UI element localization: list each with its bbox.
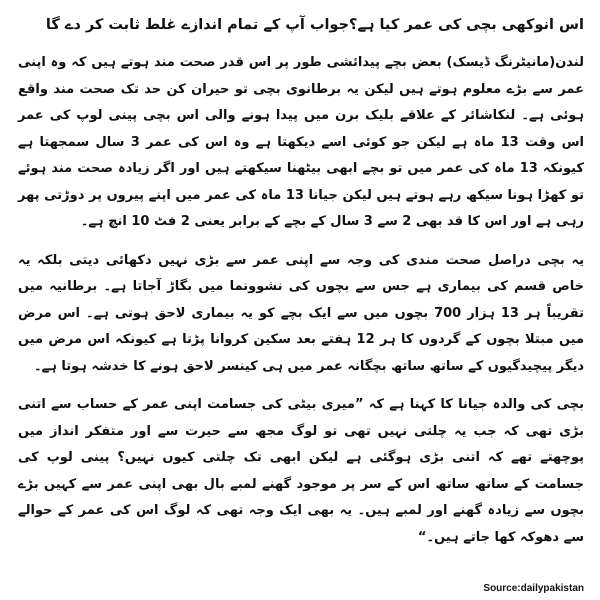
article-paragraph-1: لندن(مانیٹرنگ ڈیسک) بعض بچے پیدائشی طور پر اس قدر صحت مند ہوتے ہیں کہ وہ اپنی عمر سے بڑے معلوم ہوتے ہیں لیکن یہ برطانوی بچی تو حیران کن حد تک صحت مند واقع ہوئی ہے۔ لنکاشائر کے علاقے بلیک برن میں پیدا ہونے والی اس بچی پینی لوپ کی عمر اس وقت 13 ماہ ہے لیکن جو کوئی اسے دیکھتا ہے وہ اس کی عمر 3 سال سمجھتا ہے کیونکہ 13 ماہ کی عمر میں تو بچے ابھی بیٹھنا سیکھتے ہیں اور اگر زیادہ صحت مند ہوئے تو کھڑا ہونا سیکھ رہے ہوتے ہیں لیکن جیانا 13 ماہ کی عمر میں اپنے پیروں پر دوڑتی پھر رہی ہے اور اس کا قد بھی 2 سے 3 سال کے بچے کے برابر یعنی 2 فٹ 10 انچ ہے۔ xyxy=(18,55,584,229)
article xyxy=(18,14,584,600)
article-paragraph-2: یہ بچی دراصل صحت مندی کی وجہ سے اپنی عمر سے بڑی نہیں دکھائی دیتی بلکہ یہ خاص قسم کی بیماری ہے جس سے بچوں کی نشوونما میں بگاڑ آجاتا ہے۔ برطانیہ میں تقریباً ہر 13 ہزار 700 بچوں میں سے ایک بچے کو یہ بیماری لاحق ہوتی ہے۔ اس مرض میں مبتلا بچوں کے گردوں کا ہر 12 ہفتے بعد سکین کروانا پڑتا ہے کیونکہ اس مرض میں دیگر پیچیدگیوں کے ساتھ ساتھ بچگانہ عمر میں ہی کینسر لاحق ہونے کا خدشہ ہوتا ہے۔ xyxy=(18,252,584,374)
source-credit: Source:dailypakistan xyxy=(483,583,584,594)
article-paragraph-3: بچی کی والدہ جیانا کا کہنا ہے کہ ”میری بیٹی کی جسامت اپنی عمر کے حساب سے اتنی بڑی تھی کہ جب یہ چلتی نہیں تھی تو لوگ مجھ سے حیرت سے اور متفکر انداز میں پوچھتے تھے کہ اتنی بڑی ہوگئی ہے لیکن ابھی تک چلتی کیوں نہیں؟ پینی لوپ کی جسامت کے ساتھ ساتھ اس کے سر پر موجود گھنے لمبے بال بھی اپنی عمر سے کہیں بڑے بچوں سے زیادہ گھنے اور لمبے ہیں۔ یہ بھی ایک وجہ تھی کہ لوگ اس کی عمر کے حوالے سے دھوکہ کھا جاتے ہیں۔“ xyxy=(18,397,584,545)
article-headline: اس انوکھی بچی کی عمر کیا ہے؟جواب آپ کے تمام اندازے غلط ثابت کر دے گا xyxy=(45,17,584,33)
